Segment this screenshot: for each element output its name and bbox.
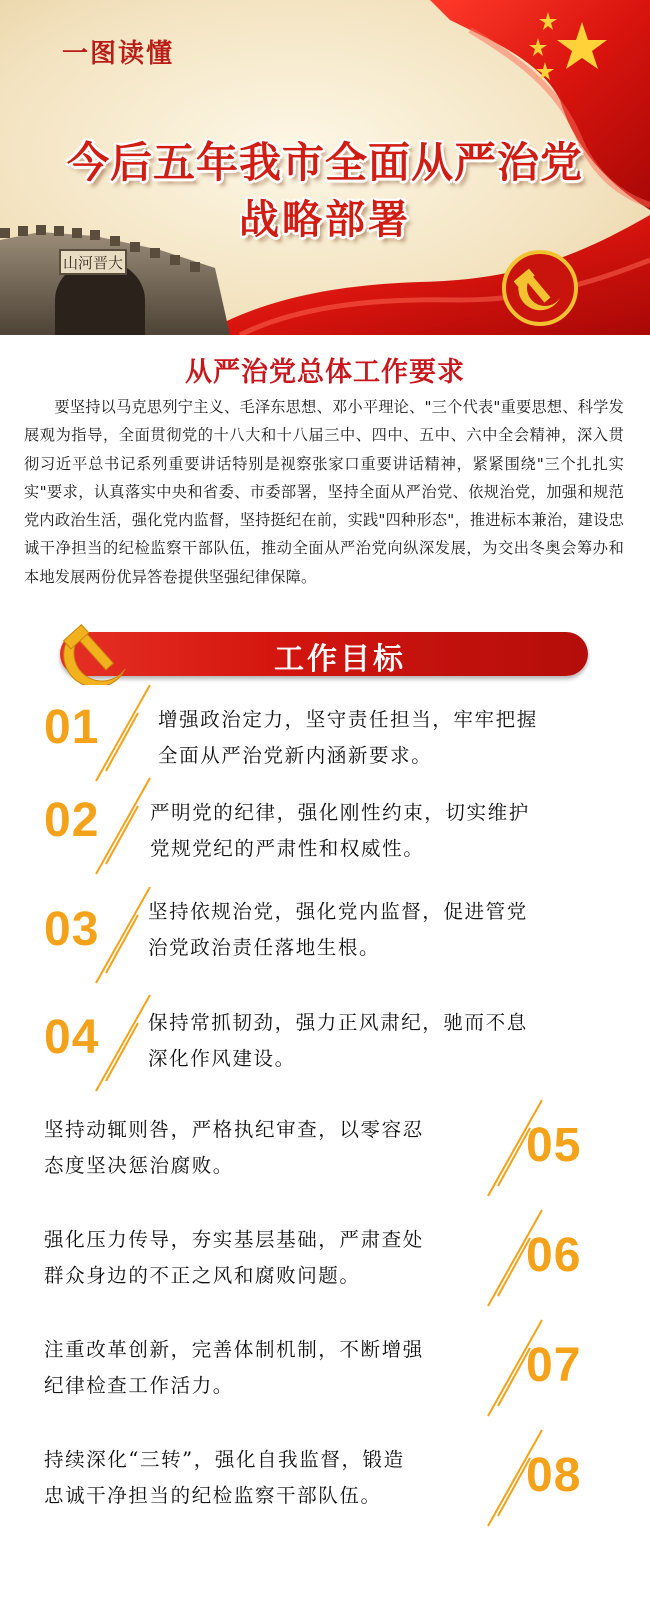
goal-divider — [88, 776, 158, 876]
goal-number: 03 — [44, 903, 100, 956]
brand-label: 一图读懂 — [62, 39, 175, 69]
goal-divider — [88, 683, 158, 783]
goal-item: 坚持动辄则咎，严格执纪审查，以零容忍 态度坚决惩治腐败。 — [44, 1118, 424, 1177]
goal-item: 坚持依规治党，强化党内监督，促进管党 治党政治责任落地生根。 — [148, 900, 528, 959]
goal-number: 06 — [526, 1229, 582, 1282]
goal-item: 持续深化“三转”，强化自我监督，锻造 忠诚干净担当的纪检监察干部队伍。 — [44, 1448, 405, 1507]
goal-item: 保持常抓韧劲，强力正风肃纪，驰而不息 深化作风建设。 — [148, 1011, 528, 1070]
goal-item: 注重改革创新，完善体制机制，不断增强 纪律检查工作活力。 — [44, 1338, 424, 1397]
party-emblem-icon — [504, 252, 576, 324]
goal-item: 强化压力传导，夯实基层基础，严肃查处 群众身边的不正之风和腐败问题。 — [44, 1228, 424, 1287]
page-title-line1: 今后五年我市全面从严治党 — [66, 138, 583, 187]
section-label: 工作目标 — [274, 642, 406, 677]
goal-number: 04 — [44, 1011, 100, 1064]
page-title-line2: 战略部署 — [239, 197, 411, 243]
header-banner — [0, 0, 650, 335]
overview-body: 要坚持以马克思列宁主义、毛泽东思想、邓小平理论、"三个代表"重要思想、科学发展观为指导，全面贯彻党的十八大和十八届三中、四中、五中、六中全会精神，深入贯彻习近平总书记系列重要讲话特别是视察张家口重要讲话精神，紧紧围绕"三个扎扎实实"要求，认真落实中央和省委、市委部署，坚持全面从严治党、依规治党，加强和规范党内政治生活，强化党内监督，坚持挺纪在前，实践"四种形态"，推进标本兼治，建设忠诚干净担当的纪检监察干部队伍，推动全面从严治党向纵深发展，为交出冬奥会筹办和本地发展两份优异答卷提供坚强纪律保障。 — [24, 398, 624, 586]
goal-item: 严明党的纪律，强化刚性约束，切实维护 党规党纪的严肃性和权威性。 — [150, 801, 530, 860]
gate-plaque-text: 山河晋大 — [62, 254, 124, 272]
goal-item: 增强政治定力，坚守责任担当，牢牢把握 全面从严治党新内涵新要求。 — [158, 708, 538, 767]
overview-heading: 从严治党总体工作要求 — [185, 357, 465, 388]
goal-number: 02 — [44, 794, 100, 847]
goal-number: 08 — [526, 1449, 582, 1502]
goal-number: 05 — [526, 1119, 582, 1172]
goal-number: 01 — [44, 701, 100, 754]
goal-number: 07 — [526, 1339, 582, 1392]
